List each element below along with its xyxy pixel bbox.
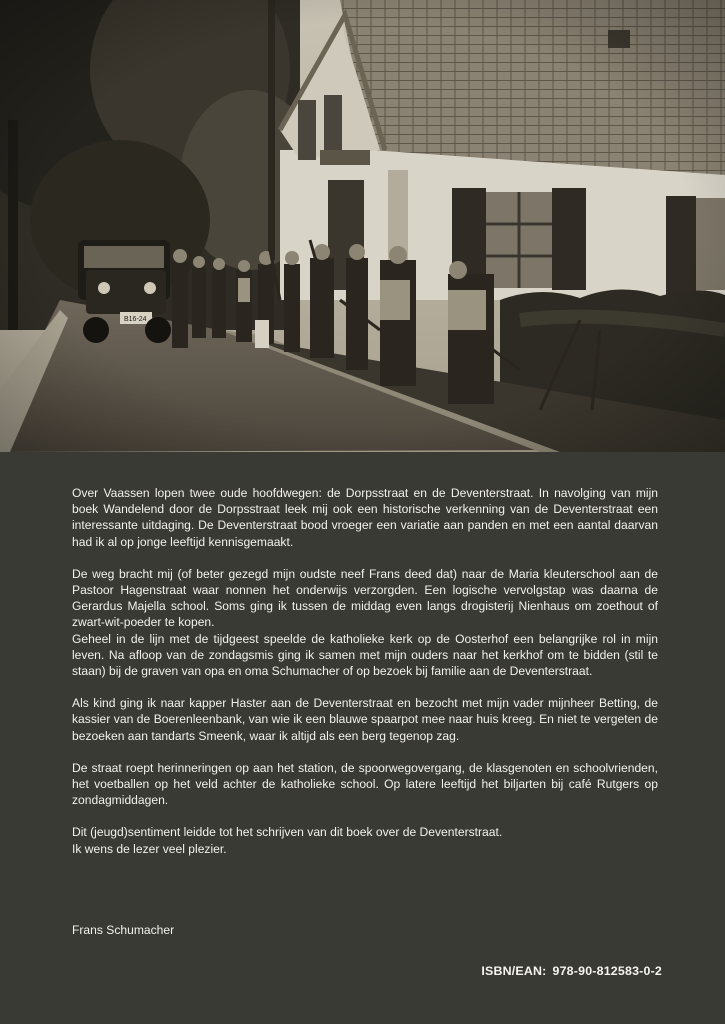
isbn-value: 978-90-812583-0-2	[552, 964, 662, 978]
historic-street-photo	[0, 0, 725, 452]
paragraph-1: Over Vaassen lopen twee oude hoofdwegen: de Dorpsstraat en de Deventerstraat. In navolging van mijn boek Wandelend door de Dorpsstraat leek mij ook een historische verkenning van de Deventerstraat een interessante uitdaging. De Deventerstraat bood vroeger een variatie aan panden en met een aantal daarvan had ik al op jonge leeftijd kennisgemaakt.	[72, 486, 658, 549]
paragraph-2: De weg bracht mij (of beter gezegd mijn oudste neef Frans deed dat) naar de Maria kleuterschool aan de Pastoor Hagenstraat waar nonnen het onderwijs verzorgden. Een logische vervolgstap was daarna de Gerardus Majella school. Soms ging ik tussen de middag even langs drogisterij Nienhaus om zoethout of zwart-wit-poeder te kopen.	[72, 566, 658, 630]
paragraph-6: Dit (jeugd)sentiment leidde tot het schrijven van dit boek over de Deventerstraat.	[72, 825, 503, 840]
isbn-label: ISBN/EAN:	[481, 964, 547, 978]
paragraph-5: De straat roept herinneringen op aan het station, de spoorwegovergang, de klasgenoten en schoolvrienden, het voetballen op het veld achter de katholieke school. Op latere leeftijd het biljarten bij café Rutgers op zondagmiddagen.	[72, 760, 658, 808]
back-cover-text	[72, 485, 658, 873]
author-signature: Frans Schumacher	[72, 923, 175, 937]
paragraph-4: Als kind ging ik naar kapper Haster aan de Deventerstraat en bezocht met mijn vader mijnheer Betting, de kassier van de Boerenleenbank, van wie ik een blauwe spaarpot mee naar huis kreeg. En niet te vergeten de bezoeken aan tandarts Smeenk, waar ik altijd als een berg tegenop zag.	[72, 696, 658, 743]
isbn	[481, 964, 662, 978]
paragraph-3: Geheel in de lijn met de tijdgeest speelde de katholieke kerk op de Oosterhof een belangrijke rol in mijn leven. Na afloop van de zondagsmis ging ik samen met mijn ouders naar het kerkhof om te bidden (stil te staan) bij de graven van opa en oma Schumacher of op bezoek bij familie aan de Deventerstraat.	[72, 631, 658, 679]
paragraph-7: Ik wens de lezer veel plezier.	[72, 841, 227, 856]
